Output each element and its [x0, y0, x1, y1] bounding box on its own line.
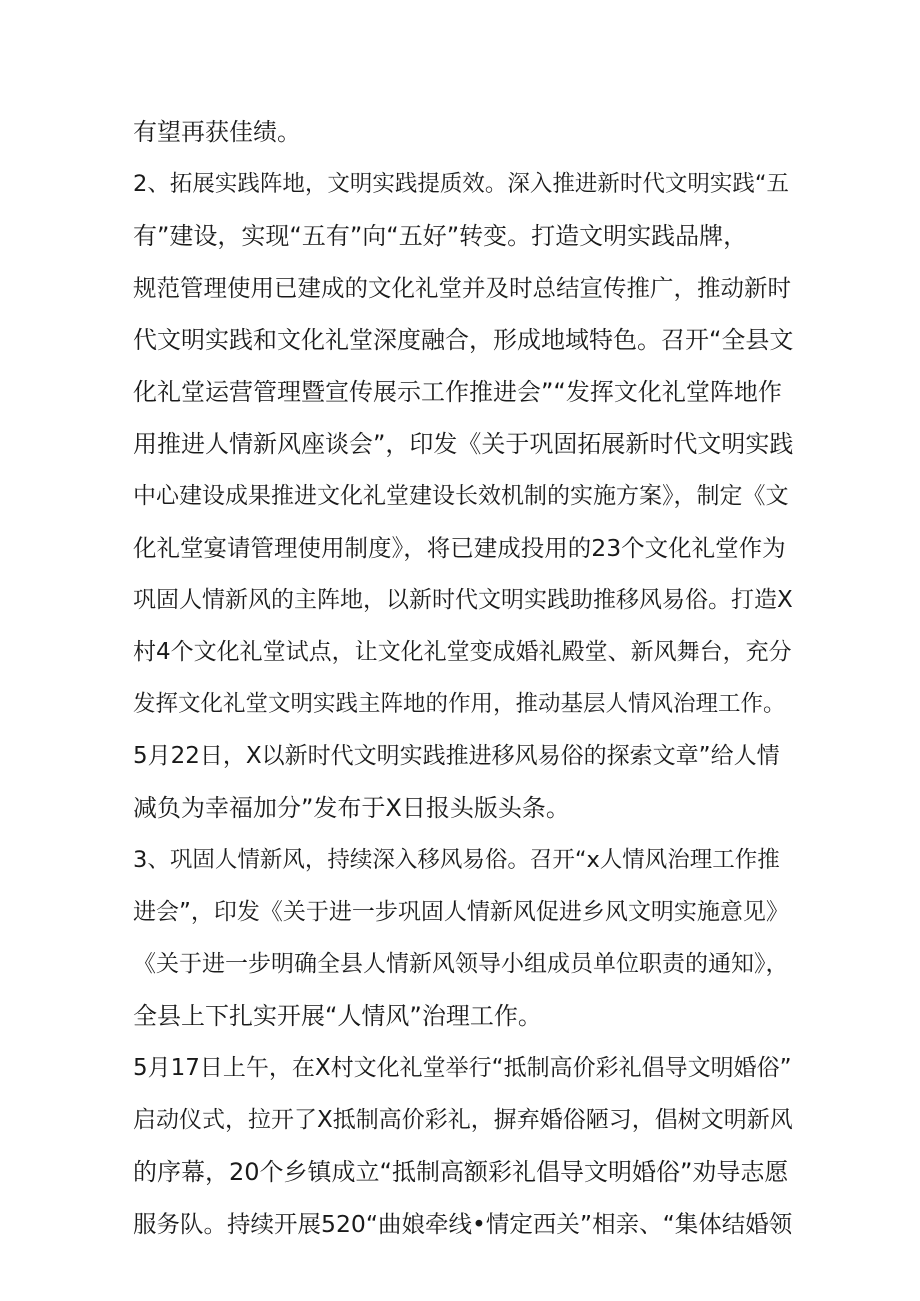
- text-line: 《关于进一步明确全县人情新风领导小组成员单位职责的通知》，: [133, 951, 789, 977]
- text-line: 中心建设成果推进文化礼堂建设长效机制的实施方案》，制定《文: [133, 483, 789, 509]
- text-line: 巩固人情新风的主阵地，以新时代文明实践助推移风易俗。打造X: [133, 587, 793, 613]
- text-line: 5月22日，X以新时代文明实践推进移风易俗的探索文章”给人情: [133, 743, 780, 769]
- text-line: 启动仪式，拉开了X抵制高价彩礼，摒弃婚俗陋习，倡树文明新风: [133, 1107, 793, 1133]
- text-line: 有望再获佳绩。: [133, 118, 301, 146]
- text-line: 村4个文化礼堂试点，让文化礼堂变成婚礼殿堂、新风舞台，充分: [133, 639, 792, 665]
- body-text: [133, 106, 793, 1250]
- text-line: 2、拓展实践阵地，文明实践提质效。深入推进新时代文明实践“五: [133, 171, 789, 197]
- text-line: 减负为幸福加分”发布于X日报头版头条。: [133, 794, 570, 822]
- text-line: 服务队。持续开展520“曲娘牵线•情定西关”相亲、“集体结婚领: [133, 1210, 793, 1238]
- text-line: 化礼堂宴请管理使用制度》，将已建成投用的23个文化礼堂作为: [133, 534, 786, 562]
- text-line: 3、巩固人情新风，持续深入移风易俗。召开“x人情风治理工作推: [133, 847, 780, 873]
- text-line: 进会”，印发《关于进一步巩固人情新风促进乡风文明实施意见》: [133, 899, 789, 925]
- text-line: 5月17日上午，在X村文化礼堂举行“抵制高价彩礼倡导文明婚俗”: [133, 1055, 792, 1081]
- text-line: 用推进人情新风座谈会”，印发《关于巩固拓展新时代文明实践: [133, 430, 794, 458]
- text-line: 规范管理使用已建成的文化礼堂并及时总结宣传推广，推动新时: [133, 274, 791, 302]
- text-line: 化礼堂运营管理暨宣传展示工作推进会”“发挥文化礼堂阵地作: [133, 378, 782, 406]
- text-line: 有”建设，实现“五有”向“五好”转变。打造文明实践品牌，: [133, 222, 748, 250]
- text-line: 全县上下扎实开展“人情风”治理工作。: [133, 1002, 542, 1030]
- text-line: 代文明实践和文化礼堂深度融合，形成地域特色。召开“全县文: [133, 326, 794, 354]
- text-line: 的序幕，20个乡镇成立“抵制高额彩礼倡导文明婚俗”劝导志愿: [133, 1158, 789, 1186]
- text-line: 发挥文化礼堂文明实践主阵地的作用，推动基层人情风治理工作。: [133, 691, 786, 717]
